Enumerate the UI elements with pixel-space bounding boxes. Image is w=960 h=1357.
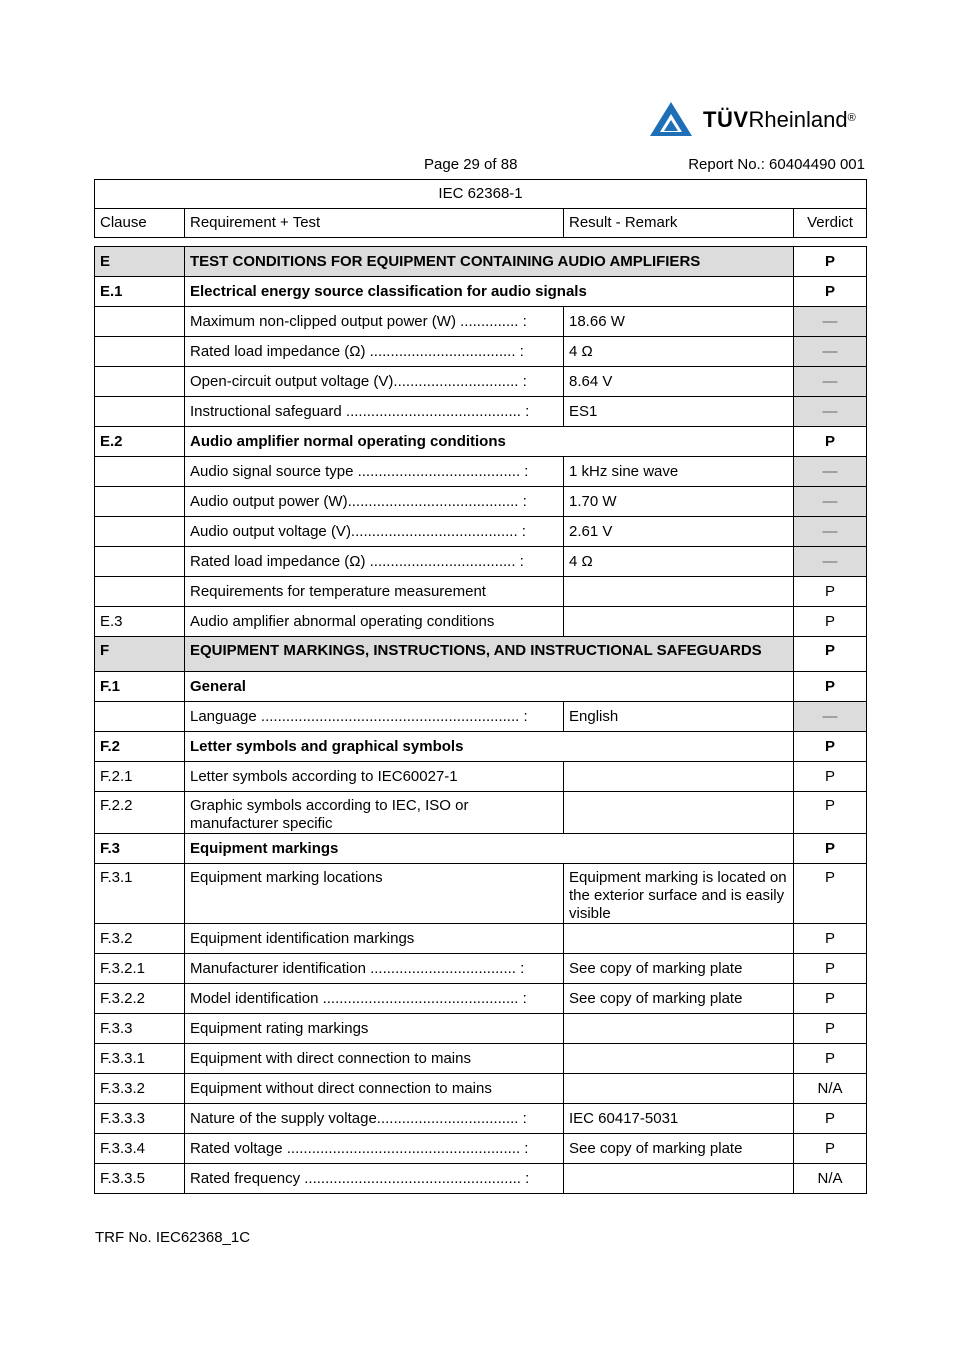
col-clause: Clause [95, 209, 185, 238]
subsection-title: Letter symbols and graphical symbols [185, 732, 794, 762]
clause-cell [95, 577, 185, 607]
table-row [95, 984, 867, 1014]
result-cell [564, 792, 794, 834]
result-cell: ES1 [564, 397, 794, 427]
verdict-cell: — [794, 517, 867, 547]
result-cell [564, 1074, 794, 1104]
section-title: TEST CONDITIONS FOR EQUIPMENT CONTAINING AUDIO AMPLIFIERS [185, 247, 794, 277]
verdict-cell: P [794, 427, 867, 457]
clause-cell: F.2 [95, 732, 185, 762]
verdict-cell: P [794, 672, 867, 702]
result-cell: 4 Ω [564, 337, 794, 367]
clause-cell: F.1 [95, 672, 185, 702]
verdict-cell: — [794, 487, 867, 517]
clause-cell: F.3.2.1 [95, 954, 185, 984]
clause-cell [95, 367, 185, 397]
table-row [95, 1044, 867, 1074]
result-cell: See copy of marking plate [564, 1134, 794, 1164]
clause-cell: F.3.3.3 [95, 1104, 185, 1134]
brand-name: TÜVRheinland® [703, 107, 856, 132]
table-row [95, 607, 867, 637]
result-cell: See copy of marking plate [564, 954, 794, 984]
clause-cell: E.3 [95, 607, 185, 637]
clause-cell: F.3.3.5 [95, 1164, 185, 1194]
verdict-cell: P [794, 732, 867, 762]
result-cell: Equipment marking is located on the exterior surface and is easily visible [564, 864, 794, 924]
table-row [95, 732, 867, 762]
requirement-cell: Equipment identification markings [185, 924, 564, 954]
requirement-cell: Instructional safeguard .......................................... : [185, 397, 564, 427]
table-row [95, 792, 867, 834]
table-row [95, 337, 867, 367]
verdict-cell: P [794, 1014, 867, 1044]
table-row [95, 517, 867, 547]
trf-number: TRF No. IEC62368_1C [95, 1229, 251, 1246]
clause-cell [95, 337, 185, 367]
clause-cell: F.2.1 [95, 762, 185, 792]
verdict-cell: P [794, 607, 867, 637]
clause-cell: E [95, 247, 185, 277]
clause-cell: E.1 [95, 277, 185, 307]
requirement-cell: Manufacturer identification ................................... : [185, 954, 564, 984]
result-cell: 18.66 W [564, 307, 794, 337]
requirement-cell: Equipment rating markings [185, 1014, 564, 1044]
table-row [95, 427, 867, 457]
subsection-title: Equipment markings [185, 834, 794, 864]
clause-cell [95, 547, 185, 577]
clause-cell [95, 702, 185, 732]
table-row [95, 367, 867, 397]
verdict-cell: P [794, 637, 867, 672]
requirement-cell: Audio signal source type ....................................... : [185, 457, 564, 487]
clause-cell: F.3.3.2 [95, 1074, 185, 1104]
standard-title: IEC 62368-1 [95, 180, 867, 209]
requirement-cell: Equipment without direct connection to mains [185, 1074, 564, 1104]
table-row [95, 577, 867, 607]
verdict-cell: — [794, 367, 867, 397]
result-cell: 1.70 W [564, 487, 794, 517]
result-cell: 2.61 V [564, 517, 794, 547]
clause-cell: F.3.2 [95, 924, 185, 954]
subsection-title: Electrical energy source classification for audio signals [185, 277, 794, 307]
table-row [95, 834, 867, 864]
verdict-cell: P [794, 954, 867, 984]
result-cell [564, 924, 794, 954]
table-row [95, 247, 867, 277]
requirement-cell: Graphic symbols according to IEC, ISO or manufacturer specific [185, 792, 564, 834]
requirement-cell: Nature of the supply voltage.................................. : [185, 1104, 564, 1134]
verdict-cell: P [794, 762, 867, 792]
col-result: Result - Remark [564, 209, 794, 238]
requirement-cell: Rated frequency .................................................... : [185, 1164, 564, 1194]
verdict-cell: P [794, 792, 867, 834]
verdict-cell: N/A [794, 1164, 867, 1194]
table-row [95, 547, 867, 577]
result-cell [564, 1044, 794, 1074]
table-row [95, 277, 867, 307]
clause-cell: F.3.1 [95, 864, 185, 924]
requirement-cell: Equipment with direct connection to mains [185, 1044, 564, 1074]
result-cell [564, 577, 794, 607]
requirement-cell: Letter symbols according to IEC60027-1 [185, 762, 564, 792]
verdict-cell: — [794, 457, 867, 487]
result-cell [564, 1164, 794, 1194]
clause-cell [95, 517, 185, 547]
requirements-table [94, 246, 867, 1194]
clause-cell [95, 457, 185, 487]
verdict-cell: — [794, 702, 867, 732]
table-row [95, 307, 867, 337]
clause-cell: F.3 [95, 834, 185, 864]
table-row [95, 924, 867, 954]
requirement-cell: Open-circuit output voltage (V).............................. : [185, 367, 564, 397]
verdict-cell: P [794, 577, 867, 607]
verdict-cell: P [794, 1134, 867, 1164]
verdict-cell: — [794, 307, 867, 337]
requirement-cell: Rated load impedance (Ω) ................................... : [185, 337, 564, 367]
subsection-title: General [185, 672, 794, 702]
table-row [95, 1104, 867, 1134]
result-cell: IEC 60417-5031 [564, 1104, 794, 1134]
requirement-cell: Audio amplifier abnormal operating conditions [185, 607, 564, 637]
clause-cell [95, 487, 185, 517]
result-cell: English [564, 702, 794, 732]
requirement-cell: Rated voltage ........................................................ : [185, 1134, 564, 1164]
report-number: Report No.: 60404490 001 [688, 156, 865, 173]
requirement-cell: Audio output power (W)......................................... : [185, 487, 564, 517]
verdict-cell: — [794, 397, 867, 427]
verdict-cell: P [794, 1104, 867, 1134]
verdict-cell: P [794, 984, 867, 1014]
table-row [95, 637, 867, 672]
result-cell [564, 1014, 794, 1044]
clause-cell [95, 307, 185, 337]
requirement-cell: Maximum non-clipped output power (W) .............. : [185, 307, 564, 337]
verdict-cell: P [794, 277, 867, 307]
table-row [95, 864, 867, 924]
col-requirement: Requirement + Test [185, 209, 564, 238]
verdict-cell: — [794, 337, 867, 367]
verdict-cell: N/A [794, 1074, 867, 1104]
table-row [95, 487, 867, 517]
verdict-cell: P [794, 247, 867, 277]
col-verdict: Verdict [794, 209, 867, 238]
result-cell [564, 607, 794, 637]
requirement-cell: Requirements for temperature measurement [185, 577, 564, 607]
table-row [95, 1134, 867, 1164]
requirement-cell: Rated load impedance (Ω) ................................... : [185, 547, 564, 577]
section-title: EQUIPMENT MARKINGS, INSTRUCTIONS, AND INSTRUCTIONAL SAFEGUARDS [185, 637, 794, 672]
result-cell: 1 kHz sine wave [564, 457, 794, 487]
table-row [95, 1074, 867, 1104]
table-row [95, 672, 867, 702]
table-row [95, 1014, 867, 1044]
requirement-cell: Equipment marking locations [185, 864, 564, 924]
requirement-cell: Language .............................................................. : [185, 702, 564, 732]
table-row [95, 1164, 867, 1194]
verdict-cell: P [794, 1044, 867, 1074]
table-row [95, 702, 867, 732]
clause-cell: F [95, 637, 185, 672]
result-cell: 8.64 V [564, 367, 794, 397]
requirement-cell: Audio output voltage (V)........................................ : [185, 517, 564, 547]
clause-cell: F.3.3.4 [95, 1134, 185, 1164]
requirement-cell: Model identification ............................................... : [185, 984, 564, 1014]
verdict-cell: P [794, 924, 867, 954]
table-row [95, 762, 867, 792]
clause-cell: F.3.2.2 [95, 984, 185, 1014]
verdict-cell: — [794, 547, 867, 577]
result-cell: See copy of marking plate [564, 984, 794, 1014]
subsection-title: Audio amplifier normal operating conditions [185, 427, 794, 457]
result-cell [564, 762, 794, 792]
clause-cell: F.3.3 [95, 1014, 185, 1044]
clause-cell: E.2 [95, 427, 185, 457]
clause-cell [95, 397, 185, 427]
table-row [95, 397, 867, 427]
table-row [95, 457, 867, 487]
table-row [95, 954, 867, 984]
page-number: Page 29 of 88 [424, 156, 518, 173]
clause-cell: F.3.3.1 [95, 1044, 185, 1074]
header-table [94, 179, 867, 238]
tuv-rheinland-logo [649, 100, 871, 140]
verdict-cell: P [794, 864, 867, 924]
clause-cell: F.2.2 [95, 792, 185, 834]
result-cell: 4 Ω [564, 547, 794, 577]
verdict-cell: P [794, 834, 867, 864]
tuv-triangle-icon [649, 100, 693, 138]
